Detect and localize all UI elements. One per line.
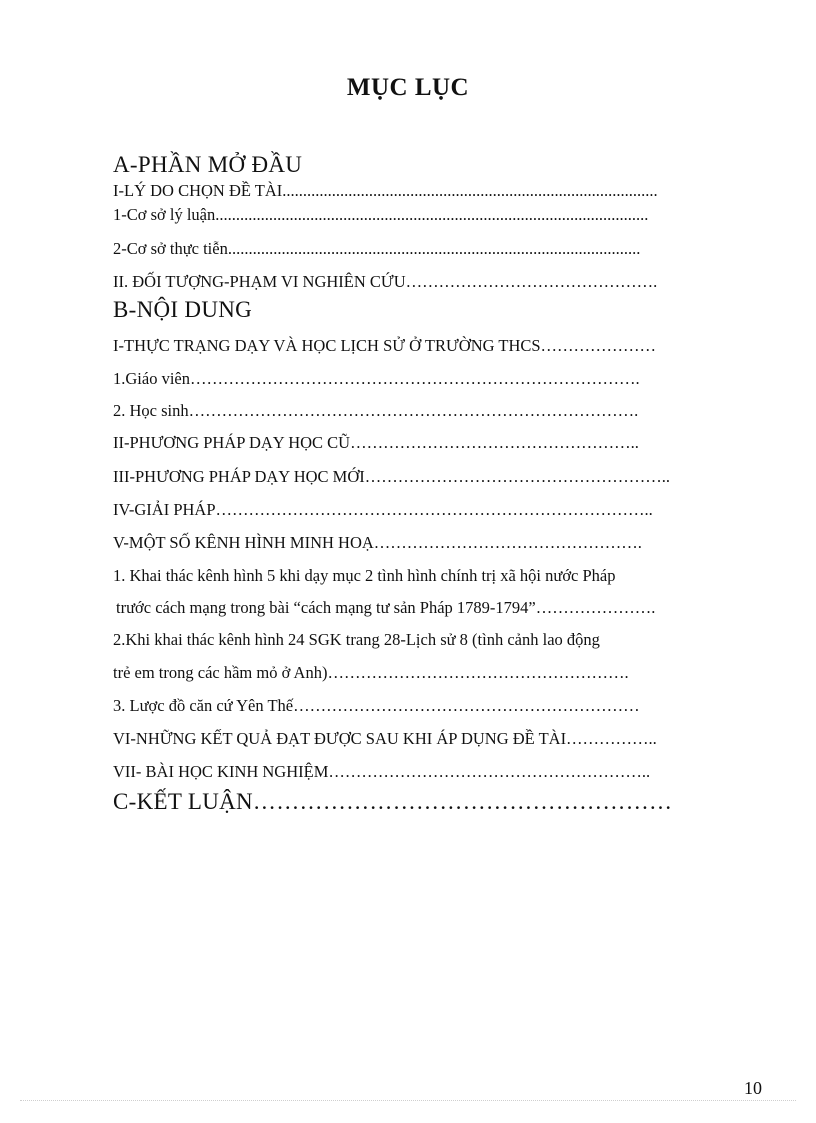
toc-item-khai-thac-2-cont: trẻ em trong các hầm mỏ ở Anh)……………………………………………….: [113, 663, 629, 682]
toc-item-doi-tuong: II. ĐỐI TƯỢNG-PHẠM VI NGHIÊN CỨU……………………………………….: [113, 272, 658, 291]
toc-item-luoc-do: 3. Lược đồ căn cứ Yên Thế………………………………………………………: [113, 696, 640, 715]
page-title: MỤC LỤC: [346, 74, 470, 101]
toc-item-khai-thac-2: 2.Khi khai thác kênh hình 24 SGK trang 28-Lịch sử 8 (tình cảnh lao động: [113, 630, 600, 649]
toc-section-b: B-NỘI DUNG: [113, 297, 253, 322]
toc-item-thuc-trang: I-THỰC TRẠNG DẠY VÀ HỌC LỊCH SỬ Ở TRƯỜNG THCS…………………: [113, 336, 657, 355]
toc-item-pp-cu: II-PHƯƠNG PHÁP DẠY HỌC CŨ……………………………………………..: [113, 433, 639, 452]
toc-item-co-so-ly-luan: 1-Cơ sở lý luận.........................................................................................................: [113, 205, 649, 224]
toc-item-khai-thac-1: 1. Khai thác kênh hình 5 khi dạy mục 2 tình hình chính trị xã hội nước Pháp: [113, 566, 616, 585]
toc-item-giao-vien: 1.Giáo viên……………………………………………………………………….: [113, 369, 640, 388]
toc-section-a: A-PHẦN MỞ ĐẦU: [113, 152, 303, 177]
toc-item-kenh-hinh: V-MỘT SỐ KÊNH HÌNH MINH HOẠ………………………………………….: [113, 533, 642, 552]
toc-item-giai-phap: IV-GIẢI PHÁP……………………………………………………………………..: [113, 500, 653, 519]
toc-item-khai-thac-1-cont: trước cách mạng trong bài “cách mạng tư sản Pháp 1789-1794”………………….: [116, 598, 656, 617]
toc-item-ket-qua: VI-NHỮNG KẾT QUẢ ĐẠT ĐƯỢC SAU KHI ÁP DỤNG ĐỀ TÀI……………..: [113, 729, 657, 748]
page-number: 10: [744, 1078, 762, 1098]
page-footer-divider: [20, 1100, 796, 1101]
toc-section-c: C-KẾT LUẬN………………………………………………: [113, 789, 673, 814]
toc-item-bai-hoc: VII- BÀI HỌC KINH NGHIỆM…………………………………………………..: [113, 762, 651, 781]
toc-item-co-so-thuc-tien: 2-Cơ sở thực tiễn....................................................................................................: [113, 239, 641, 258]
toc-item-hoc-sinh: 2. Học sinh……………………………………………………………………….: [113, 401, 639, 420]
toc-item-pp-moi: III-PHƯƠNG PHÁP DẠY HỌC MỚI………………………………………………..: [113, 467, 670, 486]
toc-item-ly-do: I-LÝ DO CHỌN ĐỀ TÀI...........................................................................................: [113, 181, 658, 200]
